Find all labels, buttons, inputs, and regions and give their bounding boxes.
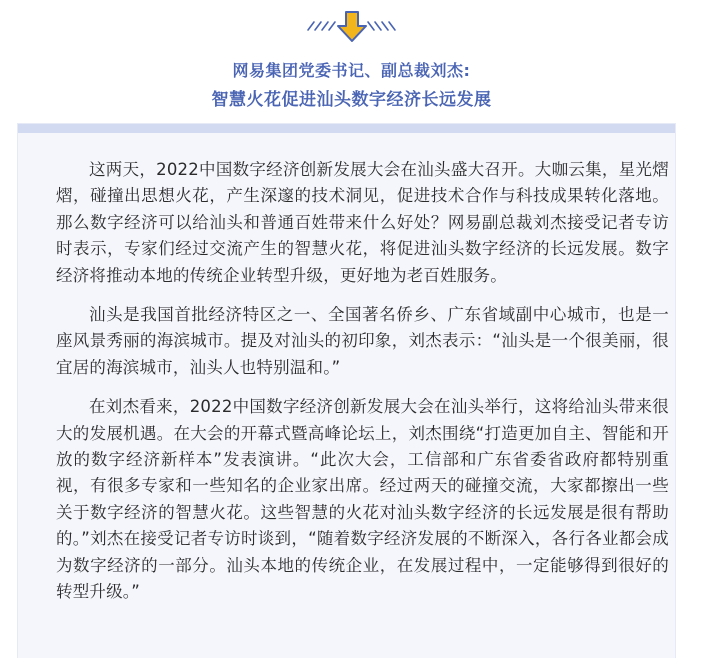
article-paragraph-3: 在刘杰看来，2022中国数字经济创新发展大会在汕头举行，这将给汕头带来很大的发展机遇。在大会的开幕式暨高峰论坛上，刘杰围绕“打造更加自主、智能和开放的数字经济新样本”发表演讲。“此次大会，工信部和广东省委省政府都特别重视，有很多专家和一些知名的企业家出席。经过两天的碰撞交流，大家都擦出一些关于数字经济的智慧火花。这些智慧的火花对汕头数字经济的长远发展是很有帮助的。”刘杰在接受记者专访时谈到，“随着数字经济发展的不断深入，各行各业都会成为数字经济的一部分。汕头本地的传统企业，在发展过程中，一定能够得到很好的转型升级。”: [56, 397, 669, 602]
article-paragraph-1: 这两天，2022中国数字经济创新发展大会在汕头盛大召开。大咖云集，星光熠熠，碰撞出思想火花，产生深邃的技术洞见，促进技术合作与科技成果转化落地。那么数字经济可以给汕头和普通百姓带来什么好处？网易副总裁刘杰接受记者专访时表示，专家们经过交流产生的智慧火花，将促进汕头数字经济的长远发展。数字经济将推动本地的传统企业转型升级，更好地为老百姓服务。: [56, 160, 669, 285]
article-body: [56, 157, 669, 619]
article-title-line-2: 智慧火花促进汕头数字经济长远发展: [211, 90, 492, 110]
card-top-bar: [18, 124, 675, 133]
article-title-line-1: 网易集团党委书记、副总裁刘杰:: [232, 61, 471, 80]
article-paragraph-2: 汕头是我国首批经济特区之一、全国著名侨乡、广东省域副中心城市，也是一座风景秀丽的海滨城市。提及对汕头的初印象，刘杰表示：“汕头是一个很美丽，很宜居的海滨城市，汕头人也特别温和。”: [56, 305, 669, 377]
chevron-down-arrow-icon: [302, 8, 402, 44]
